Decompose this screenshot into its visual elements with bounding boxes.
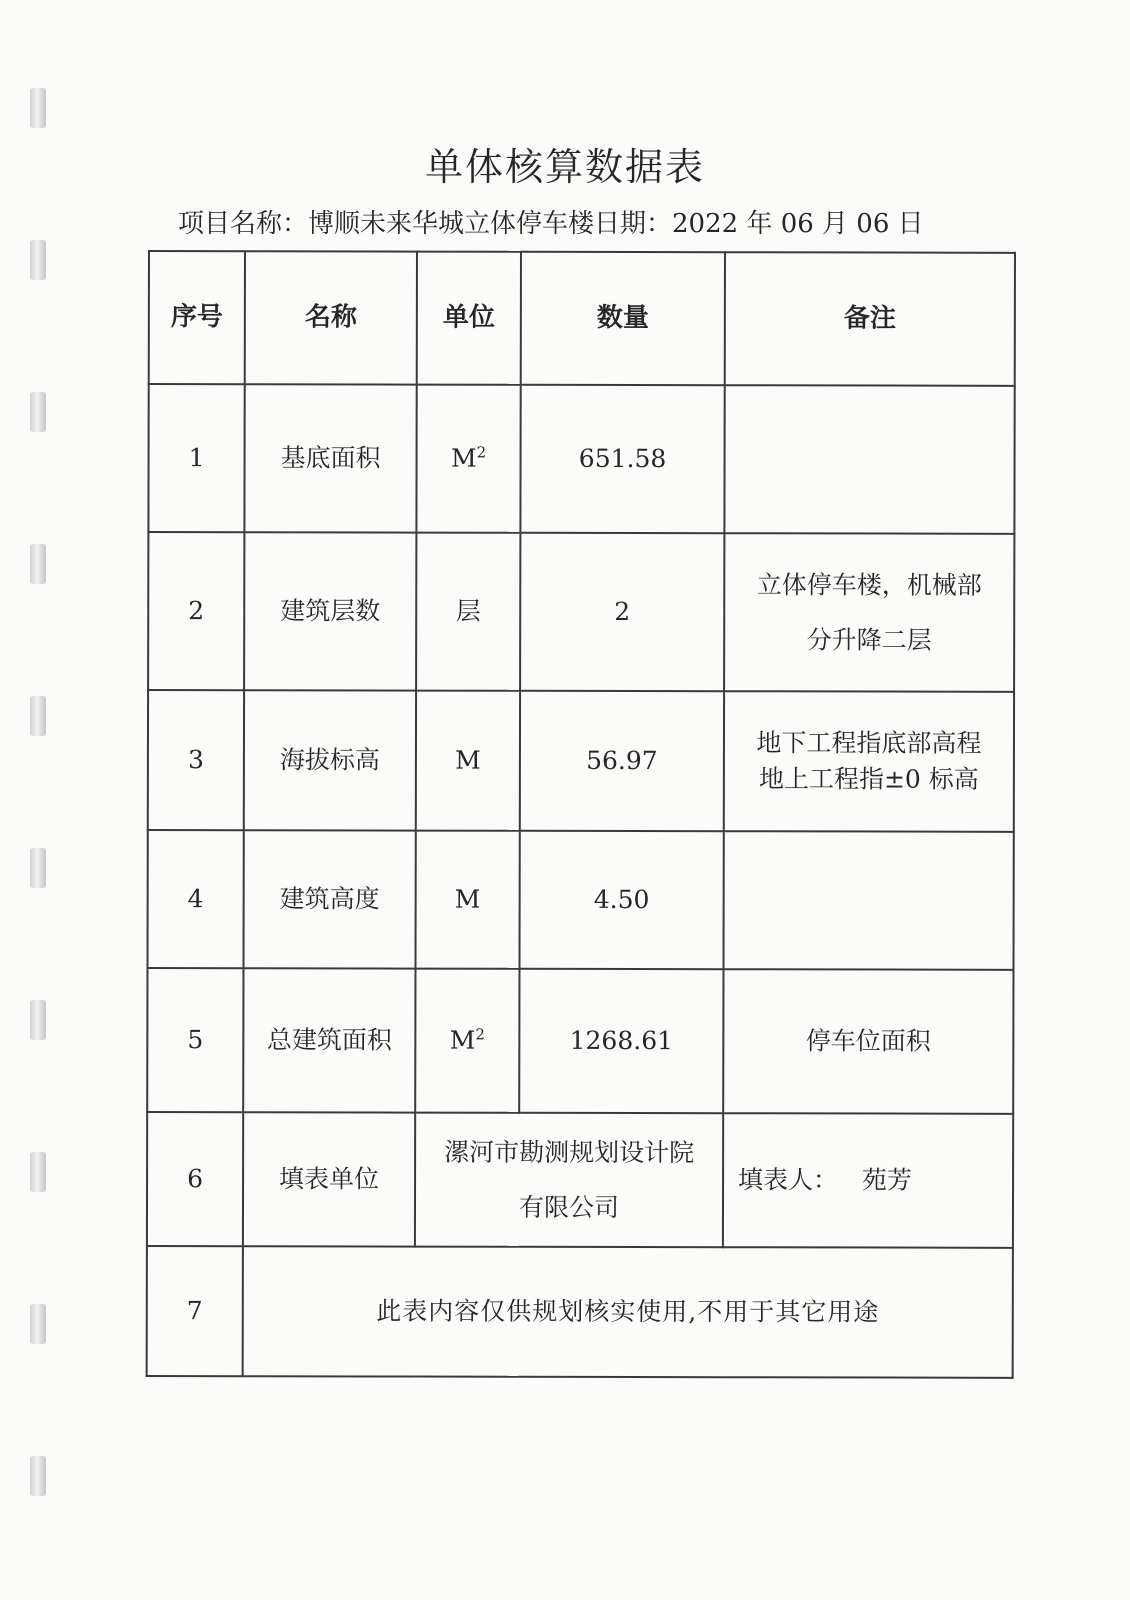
cell-unit — [416, 385, 520, 533]
binding-hole — [30, 1152, 46, 1192]
table-row — [148, 690, 1014, 832]
remark-line: 地下工程指底部高程 — [756, 728, 982, 758]
header-unit: 单位 — [417, 252, 521, 385]
document-title: 单体核算数据表 — [424, 145, 705, 189]
cell-no: 7 — [147, 1246, 243, 1376]
cell-organization — [415, 1113, 723, 1248]
cell-quantity: 1268.61 — [519, 969, 723, 1113]
table-row — [147, 1246, 1013, 1378]
header-name: 名称 — [245, 251, 417, 384]
binding-hole — [30, 1304, 46, 1344]
binding-hole — [30, 696, 46, 736]
cell-name: 建筑高度 — [243, 830, 415, 968]
cell-remark: 停车位面积 — [723, 969, 1013, 1114]
binding-hole — [30, 392, 46, 432]
unit-text: M — [450, 443, 477, 473]
table-row — [147, 968, 1013, 1114]
table-row — [148, 532, 1014, 692]
cell-quantity: 651.58 — [520, 385, 724, 533]
organization-line: 漯河市勘测规划设计院 — [444, 1137, 695, 1168]
cell-quantity: 56.97 — [520, 691, 724, 831]
header-remark: 备注 — [725, 252, 1015, 386]
cell-name: 填表单位 — [243, 1112, 415, 1246]
cell-remark — [724, 385, 1014, 534]
cell-name: 海拔标高 — [244, 690, 416, 830]
header-no: 序号 — [149, 251, 245, 384]
remark-line: 立体停车楼，机械部 — [756, 570, 982, 600]
unit-text: M — [449, 1025, 476, 1055]
cell-no: 2 — [148, 532, 244, 690]
cell-quantity: 2 — [520, 533, 724, 691]
cell-remark — [724, 533, 1014, 692]
cell-unit: M — [416, 691, 520, 831]
cell-no: 6 — [147, 1112, 243, 1246]
binding-hole — [30, 848, 46, 888]
organization-line: 有限公司 — [518, 1192, 620, 1222]
cell-usage-notice: 此表内容仅供规划核实使用,不用于其它用途 — [243, 1246, 1013, 1378]
cell-filler: 填表人： 苑芳 — [723, 1113, 1013, 1248]
binding-hole — [30, 1000, 46, 1040]
unit-superscript: 2 — [476, 443, 487, 462]
table-header-row — [149, 251, 1015, 386]
cell-quantity: 4.50 — [519, 831, 723, 969]
cell-no: 3 — [148, 690, 244, 830]
binding-hole — [30, 544, 46, 584]
table-row — [147, 830, 1013, 970]
cell-remark — [723, 831, 1013, 970]
remark-line: 地上工程指±0 标高 — [758, 764, 979, 794]
binding-hole — [30, 1456, 46, 1496]
cell-unit: 层 — [416, 533, 520, 691]
remark-line: 分升降二层 — [806, 625, 932, 655]
binding-hole — [30, 240, 46, 280]
binding-hole — [30, 88, 46, 128]
cell-unit — [415, 969, 519, 1113]
cell-no: 4 — [147, 830, 243, 968]
cell-no: 5 — [147, 968, 243, 1112]
table-row — [147, 1112, 1013, 1248]
cell-unit: M — [415, 831, 519, 969]
header-quantity: 数量 — [521, 252, 725, 385]
project-info-line: 项目名称：博顺未来华城立体停车楼日期：2022 年 06 月 06 日 — [178, 209, 924, 239]
cell-name: 基底面积 — [244, 384, 416, 532]
unit-superscript: 2 — [475, 1025, 485, 1044]
accounting-data-table — [146, 250, 1016, 1379]
cell-no: 1 — [148, 384, 244, 532]
cell-remark — [724, 691, 1014, 832]
table-row — [148, 384, 1014, 534]
cell-name: 总建筑面积 — [243, 968, 415, 1112]
cell-name: 建筑层数 — [244, 532, 416, 690]
